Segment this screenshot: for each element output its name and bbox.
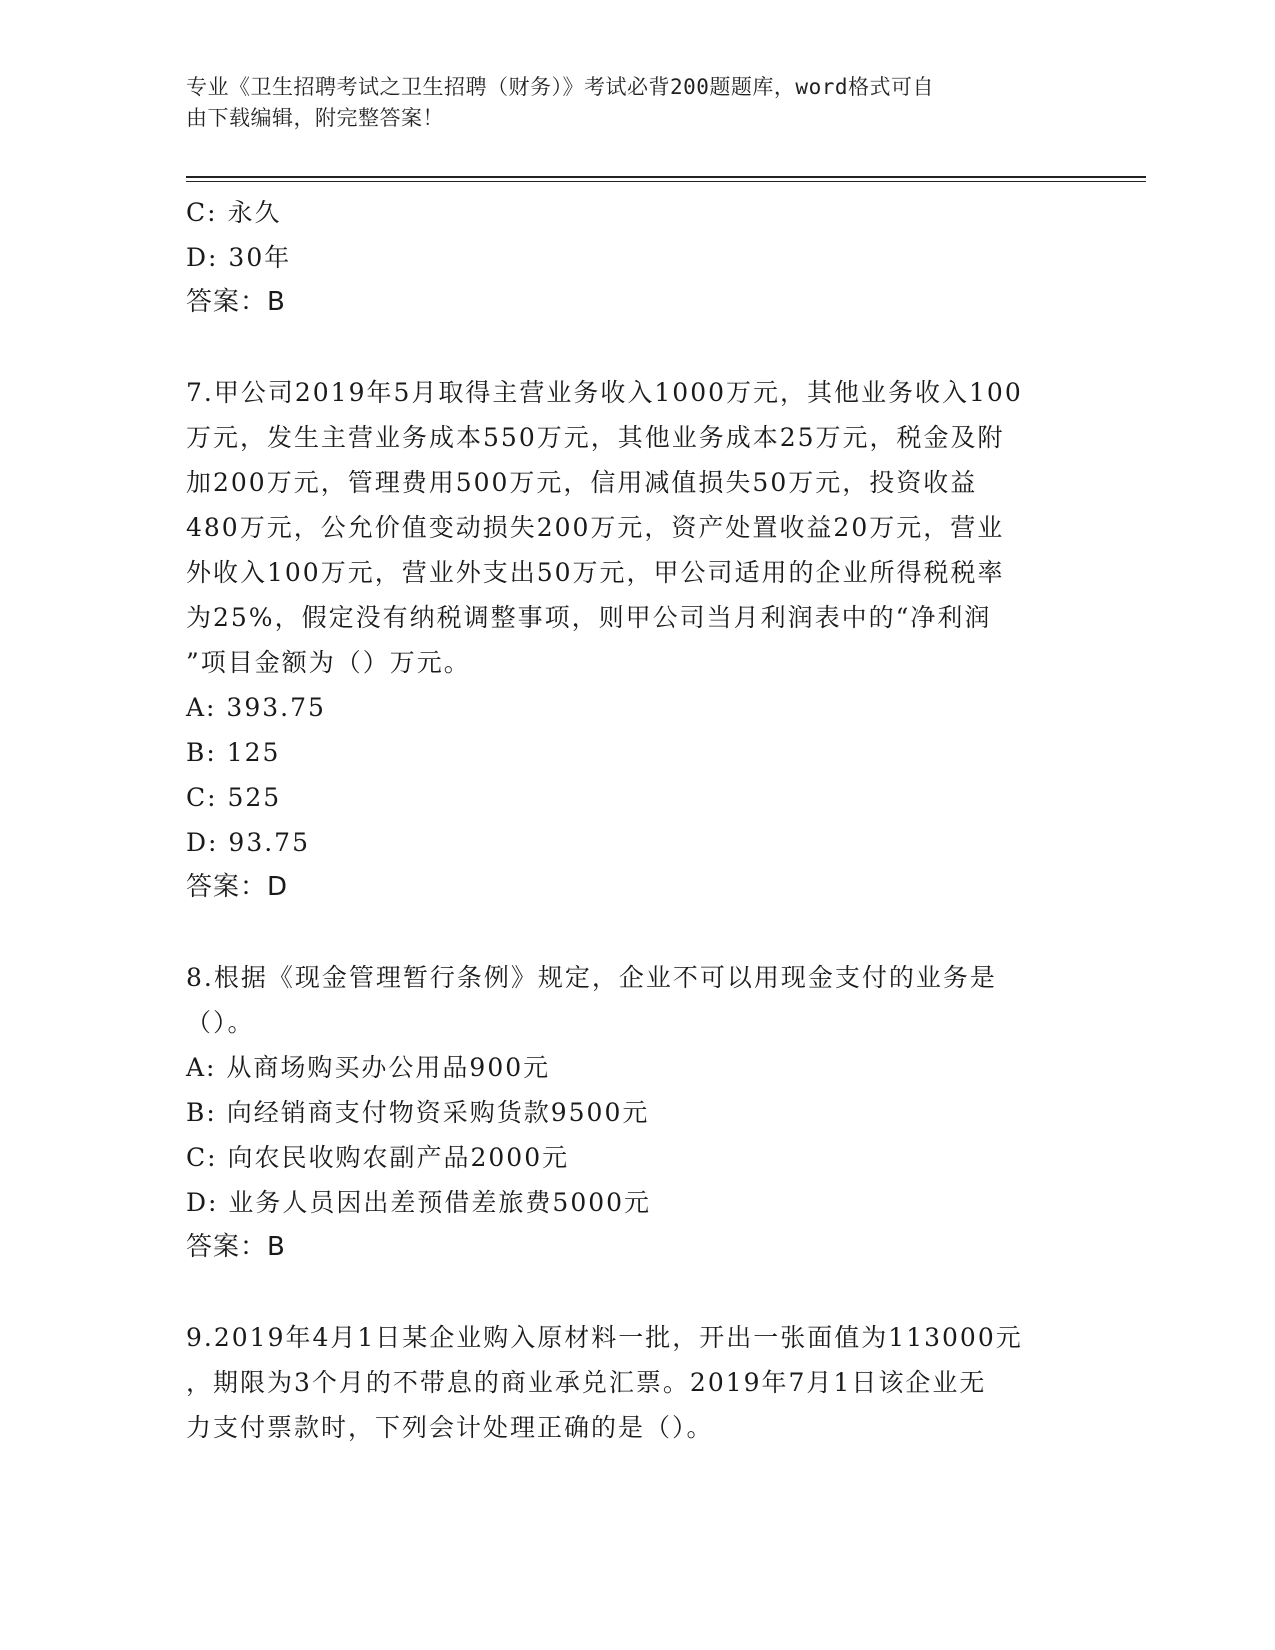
question-text-line: 力支付票款时，下列会计处理正确的是（）。 <box>186 1413 714 1442</box>
question-6-tail <box>186 190 1076 325</box>
question-text-line: 加200万元，管理费用500万元，信用减值损失50万元，投资收益 <box>186 468 978 497</box>
question-8 <box>186 955 1076 1270</box>
option-d: D: 93.75 <box>186 828 310 857</box>
option-a: A: 从商场购买办公用品900元 <box>186 1053 551 1082</box>
header-line-2: 由下载编辑，附完整答案！ <box>186 106 444 130</box>
option-a: A: 393.75 <box>186 693 326 722</box>
option-b: B: 125 <box>186 738 281 767</box>
question-text-line: 为25%，假定没有纳税调整事项，则甲公司当月利润表中的“净利润 <box>186 603 992 632</box>
question-text-line: （）。 <box>186 1008 255 1037</box>
document-header <box>186 72 1066 134</box>
spacer <box>186 1270 1076 1315</box>
option-c: C: 向农民收购农副产品2000元 <box>186 1143 570 1172</box>
question-text-line: 外收入100万元，营业外支出50万元，甲公司适用的企业所得税税率 <box>186 558 1005 587</box>
question-text-line: 9.2019年4月1日某企业购入原材料一批，开出一张面值为113000元 <box>186 1323 1023 1352</box>
question-text-line: 万元，发生主营业务成本550万元，其他业务成本25万元，税金及附 <box>186 423 1005 452</box>
question-text-line: ”项目金额为（）万元。 <box>186 648 471 677</box>
option-c: C: 525 <box>186 783 282 812</box>
spacer <box>186 910 1076 955</box>
answer-line: 答案：B <box>186 1232 286 1262</box>
question-text-line: ，期限为3个月的不带息的商业承兑汇票。2019年7月1日该企业无 <box>186 1368 987 1397</box>
header-line-1: 专业《卫生招聘考试之卫生招聘（财务）》考试必背200题题库，word格式可自 <box>186 75 934 99</box>
question-7 <box>186 370 1076 910</box>
question-text-line: 8.根据《现金管理暂行条例》规定，企业不可以用现金支付的业务是 <box>186 963 997 992</box>
option-b: B: 向经销商支付物资采购货款9500元 <box>186 1098 650 1127</box>
document-body <box>186 190 1076 1450</box>
answer-line: 答案：D <box>186 872 289 902</box>
question-9 <box>186 1315 1076 1450</box>
header-divider-thin <box>186 181 1146 182</box>
answer-line: 答案：B <box>186 287 286 317</box>
header-divider-thick <box>186 176 1146 178</box>
option-d: D: 业务人员因出差预借差旅费5000元 <box>186 1188 652 1217</box>
question-text-line: 7.甲公司2019年5月取得主营业务收入1000万元，其他业务收入100 <box>186 378 1023 407</box>
option-c: C: 永久 <box>186 198 282 227</box>
question-text-line: 480万元，公允价值变动损失200万元，资产处置收益20万元，营业 <box>186 513 1005 542</box>
option-d: D: 30年 <box>186 243 292 272</box>
spacer <box>186 325 1076 370</box>
